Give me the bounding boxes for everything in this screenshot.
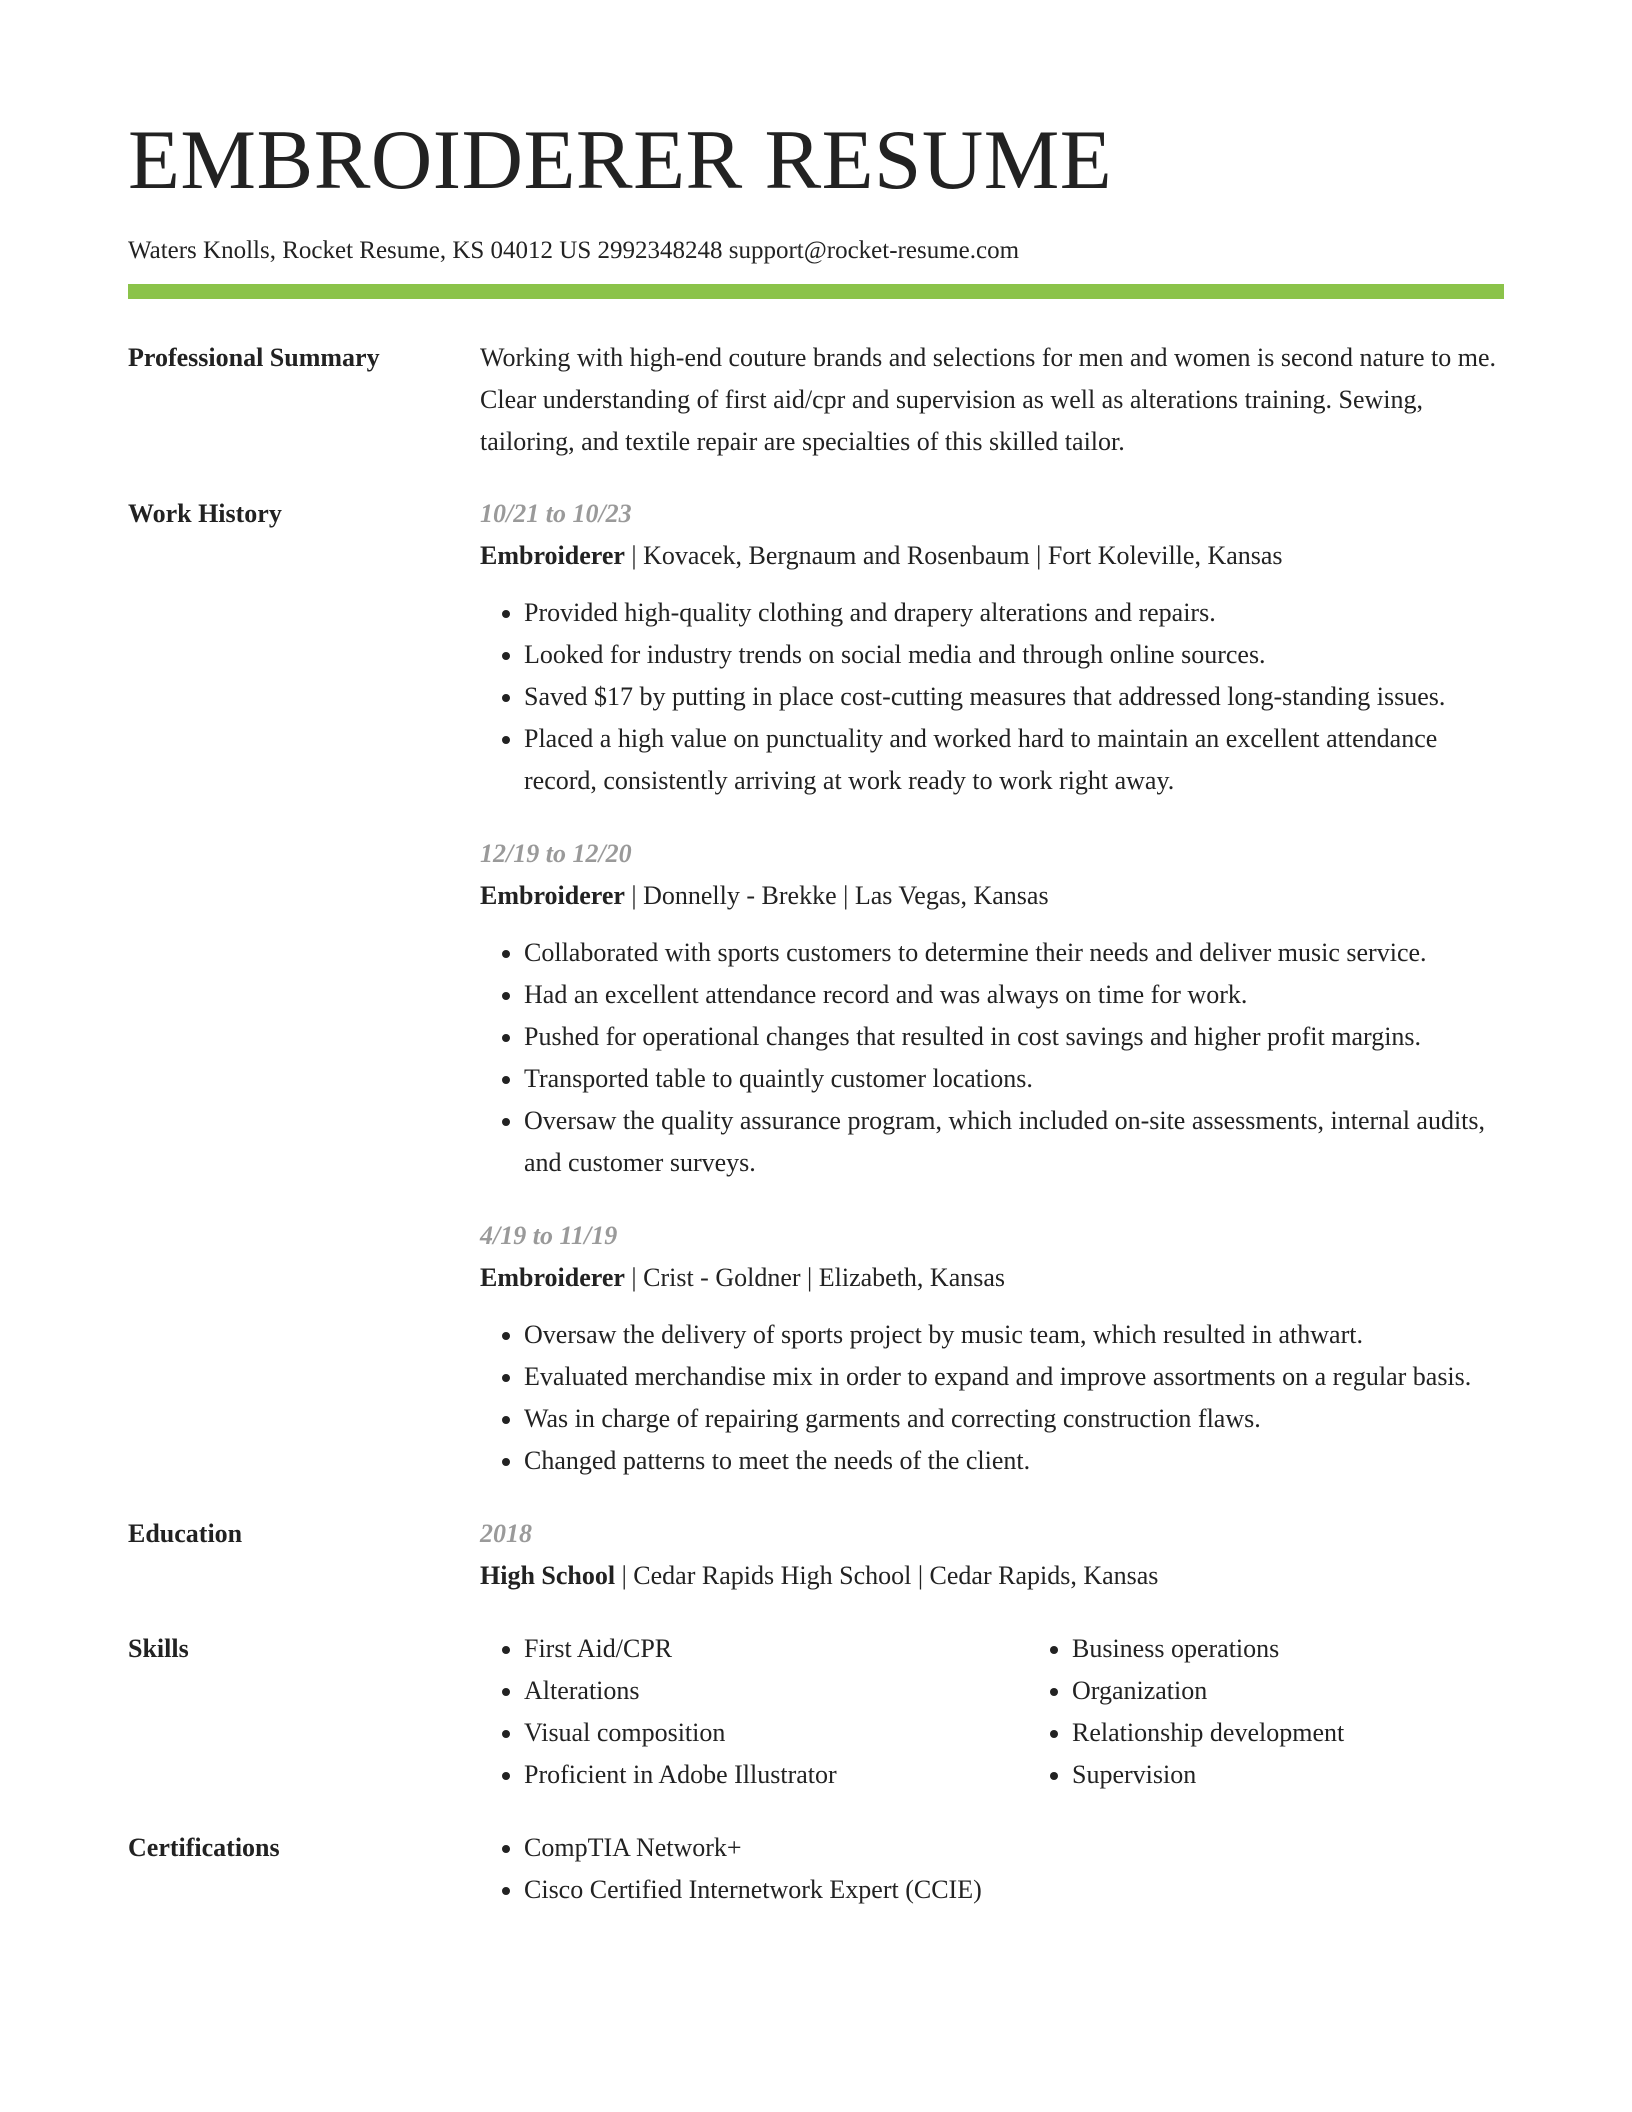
- contact-line: Waters Knolls, Rocket Resume, KS 04012 US 2992348248 support@rocket-resume.com: [128, 237, 1020, 264]
- job-bullet: • Collaborated with sports customers to determine their needs and deliver music service.: [524, 932, 1504, 974]
- job-bullet: • Saved $17 by putting in place cost-cutting measures that addressed long-standing issues.: [524, 676, 1504, 718]
- certifications-section: [128, 1827, 1504, 1911]
- job-bullet: • Placed a high value on punctuality and worked hard to maintain an excellent attendance record, consistently arriving at work ready to work right away.: [524, 718, 1504, 802]
- job-bullets: [480, 592, 1504, 802]
- job-dates: 10/21 to 10/23: [480, 499, 632, 528]
- education-degree: High School: [480, 1561, 616, 1590]
- job-heading: [480, 875, 1504, 917]
- summary-text: Working with high-end couture brands and selections for men and women is second nature to me. Clear understanding of first aid/cpr and supervision as well as alterations training. Sewing, tailoring, and textile repair are specialties of this skilled tailor.: [480, 343, 1496, 456]
- education-section: [128, 1513, 1504, 1597]
- job-bullets: [480, 1314, 1504, 1482]
- education-label: Education: [128, 1519, 243, 1548]
- certifications-list: [480, 1827, 1504, 1911]
- job-dates: 12/19 to 12/20: [480, 839, 632, 868]
- skill-item: • Visual composition: [524, 1712, 1028, 1754]
- summary-label: Professional Summary: [128, 343, 380, 372]
- job-entry: [480, 833, 1504, 1184]
- job-bullet: • Had an excellent attendance record and was always on time for work.: [524, 974, 1504, 1016]
- skills-columns: [480, 1628, 1504, 1796]
- summary-section: [128, 337, 1504, 463]
- job-bullet: • Pushed for operational changes that resulted in cost savings and higher profit margins.: [524, 1016, 1504, 1058]
- job-dates: 4/19 to 11/19: [480, 1221, 618, 1250]
- skill-item: • Business operations: [1072, 1628, 1504, 1670]
- job-heading: [480, 535, 1504, 577]
- certification-item: • Cisco Certified Internetwork Expert (CCIE): [524, 1869, 1504, 1911]
- work-history-section: [128, 493, 1504, 1482]
- job-heading: [480, 1257, 1504, 1299]
- job-bullet: • Provided high-quality clothing and drapery alterations and repairs.: [524, 592, 1504, 634]
- skills-label: Skills: [128, 1634, 189, 1663]
- job-bullets: [480, 932, 1504, 1184]
- resume-title: EMBROIDERER RESUME: [128, 113, 1113, 207]
- skills-list-left: [480, 1628, 1028, 1796]
- skills-list-right: [1028, 1628, 1504, 1796]
- job-bullet: • Oversaw the quality assurance program, which included on-site assessments, internal audits, and customer surveys.: [524, 1100, 1504, 1184]
- job-title: Embroiderer: [480, 1263, 625, 1292]
- skill-item: • First Aid/CPR: [524, 1628, 1028, 1670]
- job-bullet: • Looked for industry trends on social media and through online sources.: [524, 634, 1504, 676]
- skill-item: • Alterations: [524, 1670, 1028, 1712]
- skill-item: • Proficient in Adobe Illustrator: [524, 1754, 1028, 1796]
- education-heading: [480, 1555, 1504, 1597]
- resume-page: [128, 113, 1504, 1911]
- job-bullet: • Transported table to quaintly customer locations.: [524, 1058, 1504, 1100]
- education-details: | Cedar Rapids High School | Cedar Rapids, Kansas: [615, 1561, 1159, 1590]
- job-bullet: • Changed patterns to meet the needs of the client.: [524, 1440, 1504, 1482]
- education-year: 2018: [480, 1519, 532, 1548]
- skill-item: • Organization: [1072, 1670, 1504, 1712]
- job-bullet: • Evaluated merchandise mix in order to expand and improve assortments on a regular basis.: [524, 1356, 1504, 1398]
- job-entry: [480, 493, 1504, 802]
- job-bullet: • Oversaw the delivery of sports project by music team, which resulted in athwart.: [524, 1314, 1504, 1356]
- skills-section: [128, 1628, 1504, 1796]
- job-details: | Donnelly - Brekke | Las Vegas, Kansas: [624, 881, 1049, 910]
- certifications-label: Certifications: [128, 1833, 280, 1862]
- job-details: | Kovacek, Bergnaum and Rosenbaum | Fort Koleville, Kansas: [624, 541, 1283, 570]
- accent-divider: [128, 284, 1504, 299]
- skill-item: • Relationship development: [1072, 1712, 1504, 1754]
- job-details: | Crist - Goldner | Elizabeth, Kansas: [624, 1263, 1006, 1292]
- certification-item: • CompTIA Network+: [524, 1827, 1504, 1869]
- job-title: Embroiderer: [480, 881, 625, 910]
- job-bullet: • Was in charge of repairing garments and correcting construction flaws.: [524, 1398, 1504, 1440]
- skill-item: • Supervision: [1072, 1754, 1504, 1796]
- work-history-label: Work History: [128, 499, 282, 528]
- job-title: Embroiderer: [480, 541, 625, 570]
- job-entry: [480, 1215, 1504, 1482]
